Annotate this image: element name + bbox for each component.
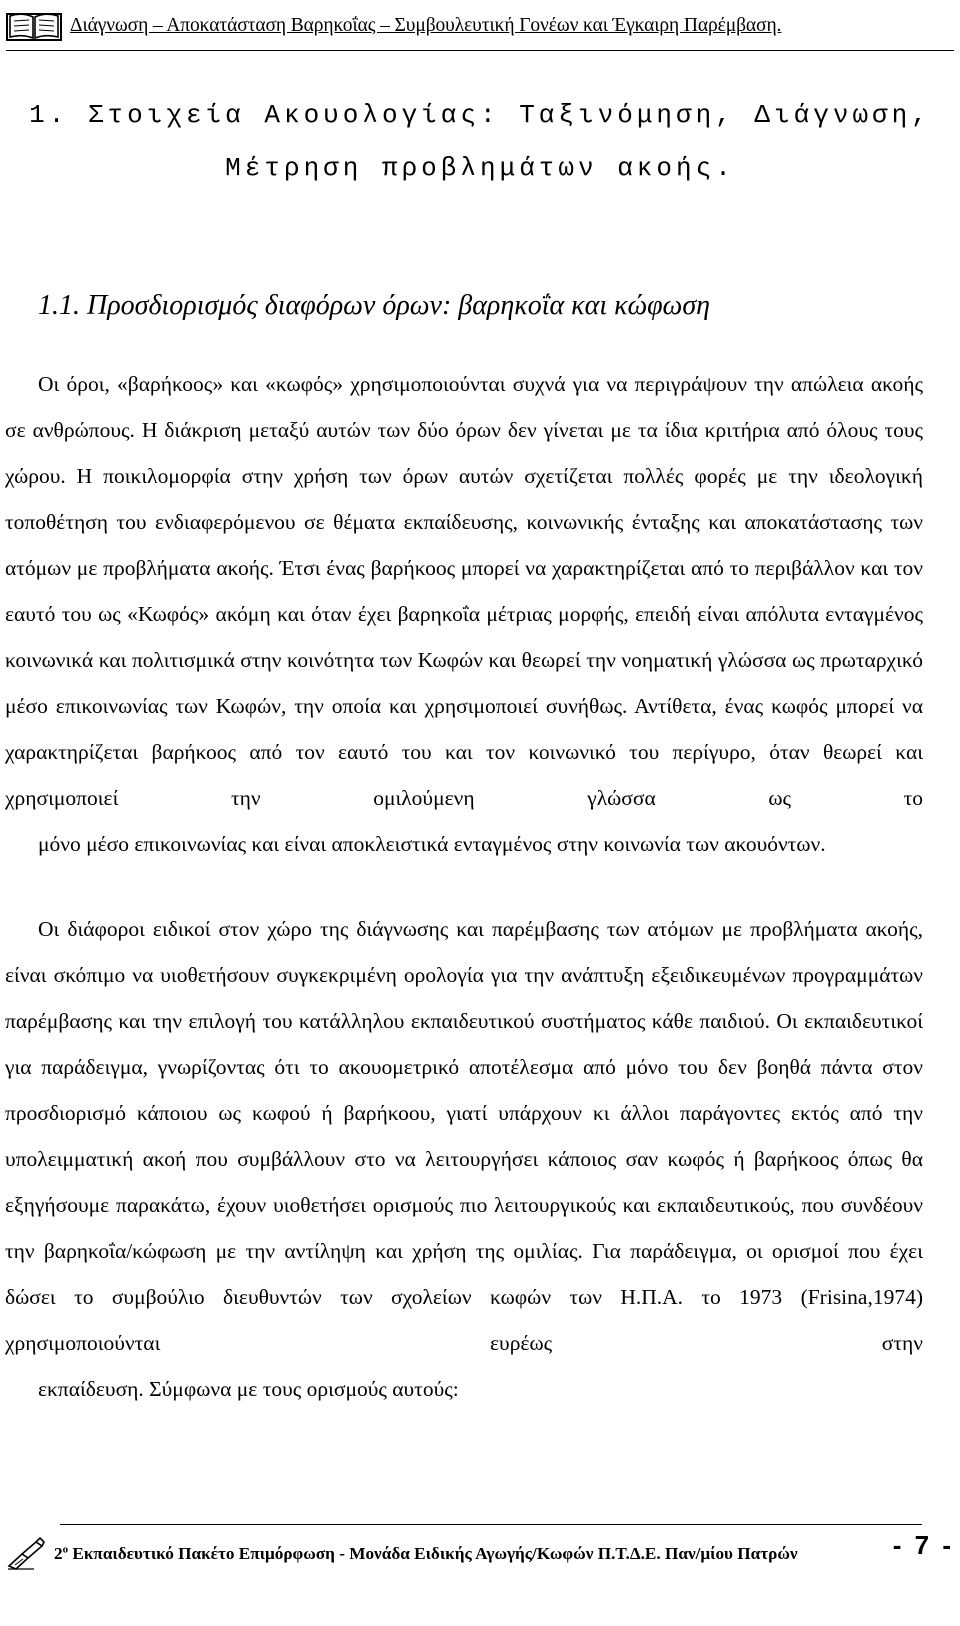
paragraph-last-line: εκπαίδευση. Σύμφωνα με τους ορισμούς αυτούς: <box>38 1377 459 1401</box>
running-footer <box>6 1524 954 1584</box>
paragraph <box>5 906 923 1412</box>
chapter-title-line2: Μέτρηση προβλημάτων ακοής. <box>225 153 735 183</box>
footer-rule <box>60 1524 922 1525</box>
chapter-title-line1: 1. Στοιχεία Ακουολογίας: Ταξινόμηση, Διάγνωση, <box>29 100 931 130</box>
paragraph-text: Οι διάφοροι ειδικοί στον χώρο της διάγνωσης και παρέμβασης των ατόμων με προβλήματα ακοής, είναι σκόπιμο να υιοθετήσουν συγκεκριμένη ορολογία για την ανάπτυξη εξειδικευμένων προγραμμάτων παρέμβασης και την επιλογή του κατάλληλου εκπαιδευτικού συστήματος κάθε παιδιού. Οι εκπαιδευτικοί για παράδειγμα, γνωρίζοντας ότι το ακουομετρικό αποτέλεσμα από μόνο του δεν βοηθά πάντα στον προσδιορισμό κάποιου ως κωφού ή βαρήκοου, γιατί υπάρχουν κι άλλοι παράγοντες εκτός από την υπολειμματική ακοή που συμβάλλουν στο να λειτουργήσει κάποιος σαν κωφός ή βαρήκοος όπως θα εξηγήσουμε παρακάτω, έχουν υιοθετήσει ορισμούς πιο λειτουργικούς και εκπαιδευτικούς, που συνδέουν την βαρηκοΐα/κώφωση με την αντίληψη και χρήση της ομιλίας. Για παράδειγμα, οι ορισμοί που έχει δώσει το συμβούλιο διευθυντών των σχολείων κωφών των Η.Π.Α. το 1973 (Frisina,1974) χρησιμοποιούνται ευρέως στην <box>5 917 923 1355</box>
paragraph-last-line: μόνο μέσο επικοινωνίας και είναι αποκλειστικά ενταγμένος στην κοινωνία των ακουόντων. <box>38 832 826 856</box>
page-number: - 7 - <box>892 1530 954 1560</box>
running-header <box>6 8 954 44</box>
writing-hand-icon <box>6 1536 46 1570</box>
header-text: Διάγνωση – Αποκατάσταση Βαρηκοΐας – Συμβουλευτική Γονέων και Έγκαιρη Παρέμβαση. <box>70 15 782 36</box>
open-book-icon <box>6 10 62 42</box>
footer-title: Εκπαιδευτικό Πακέτο Επιμόρφωση - Μονάδα Ειδικής Αγωγής/Κωφών Π.Τ.Δ.Ε. Παν/μίου Πατρών <box>68 1544 798 1563</box>
header-rule <box>6 50 954 51</box>
footer-edition-number: 2 <box>54 1544 63 1563</box>
footer-text <box>54 1544 798 1564</box>
paragraph <box>5 361 923 867</box>
paragraph-text: Οι όροι, «βαρήκοος» και «κωφός» χρησιμοποιούνται συχνά για να περιγράψουν την απώλεια ακοής σε ανθρώπους. Η διάκριση μεταξύ αυτών των δύο όρων δεν γίνεται με τα ίδια κριτήρια από όλους τους χώρου. Η ποικιλομορφία στην χρήση των όρων αυτών σχετίζεται πολλές φορές με την ιδεολογική τοποθέτηση του ενδιαφερόμενου σε θέματα εκπαίδευσης, κοινωνικής ένταξης και αποκατάστασης των ατόμων με προβλήματα ακοής. Έτσι ένας βαρήκοος μπορεί να χαρακτηρίζεται από το περιβάλλον και τον εαυτό του ως «Κωφός» ακόμη και όταν έχει βαρηκοΐα μέτριας μορφής, επειδή είναι απόλυτα ενταγμένος κοινωνικά και πολιτισμικά στην κοινότητα των Κωφών και θεωρεί την νοηματική γλώσσα ως πρωταρχικό μέσο επικοινωνίας των Κωφών, την οποία και χρησιμοποιεί συνήθως. Αντίθετα, ένας κωφός μπορεί να χαρακτηρίζεται βαρήκοος από τον εαυτό του και τον κοινωνικό του περίγυρο, όταν θεωρεί και χρησιμοποιεί την ομιλούμενη γλώσσα ως το <box>5 372 923 810</box>
footer-superscript: ο <box>62 1543 69 1556</box>
section-heading: 1.1. Προσδιορισμός διαφόρων όρων: βαρηκοΐα και κώφωση <box>38 290 711 321</box>
